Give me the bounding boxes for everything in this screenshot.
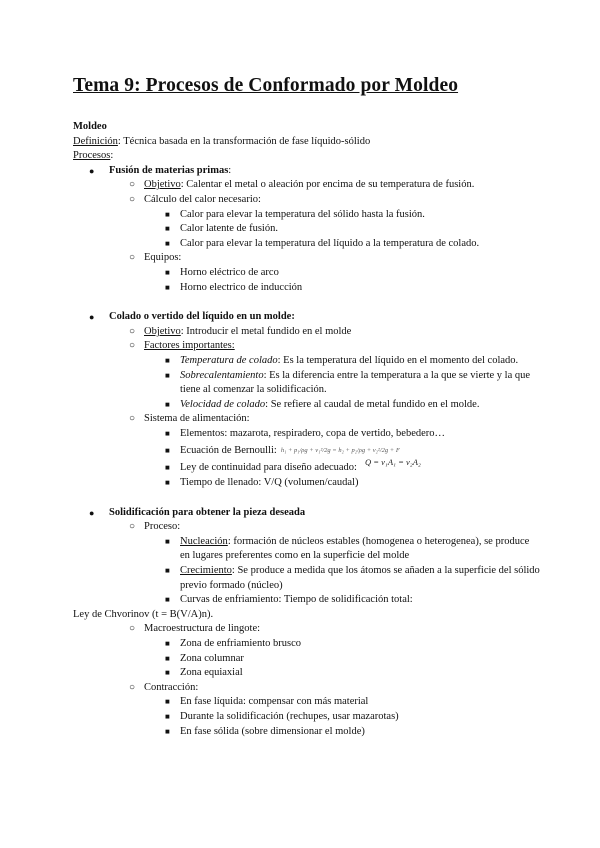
list-item-text: Horno eléctrico de arco [180,266,279,278]
objetivo-label: Objetivo [144,179,181,191]
list-item [73,208,540,223]
list-item-proceso [73,520,540,535]
bullet-circle-icon: ○ [129,325,136,337]
list-item-fusion [73,164,540,179]
list-item [73,652,540,667]
continuity-formula: Q = v₁A₁ = v₂A₂ [364,457,421,468]
list-item-velocidad [73,398,540,413]
bullet-square-icon: ■ [165,370,170,380]
list-item-factores [73,339,540,354]
contraccion-text: Contracción: [144,681,199,693]
list-item-text: Calor para elevar la temperatura del líquido a la temperatura de colado. [180,237,480,249]
list-item-text: Curvas de enfriamiento: Tiempo de solidificación total: [180,594,413,606]
factores-text: Factores importantes: [144,340,235,352]
definition-text: : Técnica basada en la transformación de fase líquido-sólido [117,135,371,147]
list-item-crecimiento [73,564,540,593]
list-item-curvas [73,593,540,608]
objetivo-label: Objetivo [144,325,181,337]
list-item-text: Ecuación de Bernoulli: [180,445,277,457]
list-item [73,427,540,442]
list-item [73,476,540,491]
bullet-circle-icon: ○ [129,413,136,425]
objetivo-text: : Introducir el metal fundido en el molde [180,325,352,337]
list-item [73,710,540,725]
list-item-text: Tiempo de llenado: V/Q (volumen/caudal) [180,477,359,489]
term-velocidad: Velocidad de colado [180,398,266,410]
list-item-text: Horno electrico de inducción [180,281,303,293]
list-item-colado [73,310,540,325]
term-definition: : Se produce a medida que los átomos se añaden a la superficie del sólido previo formado (núcleo) [180,565,540,591]
page-title: Tema 9: Procesos de Conformado por Moldeo [73,75,459,96]
bullet-square-icon: ■ [165,653,170,663]
bullet-square-icon: ■ [165,355,170,365]
term-definition: : Es la temperatura del líquido en el momento del colado. [277,354,519,366]
bullet-square-icon: ■ [165,238,170,248]
bullet-square-icon: ■ [165,697,170,707]
bullet-square-icon: ■ [165,566,170,576]
solidificacion-title: Solidificación para obtener la pieza deseada [109,506,306,518]
bullet-square-icon: ■ [165,463,170,473]
bullet-square-icon: ■ [165,428,170,438]
term-definition: : formación de núcleos estables (homogenea o heterogenea), se produce en lugares preferentes como en la superficie del molde [180,535,530,562]
bullet-circle-icon: ○ [129,193,136,205]
procesos-label: Procesos [73,150,111,162]
list-item-text: Calor para elevar la temperatura del sólido hasta la fusión. [180,208,425,220]
list-item-bernoulli [73,441,540,461]
list-item-objetivo-2 [73,325,540,340]
list-item-equipos [73,251,540,266]
list-item-text: En fase sólida (sobre dimensionar el molde) [180,725,365,737]
bullet-square-icon: ■ [165,267,170,277]
term-temperatura: Temperatura de colado [180,354,278,366]
list-item-text: Durante la solidificación (rechupes, usar mazarotas) [180,710,399,722]
bullet-square-icon: ■ [165,536,170,546]
bullet-square-icon: ■ [165,711,170,721]
term-sobrecalentamiento: Sobrecalentamiento [180,369,264,381]
list-item-text: Ley de continuidad para diseño adecuado: [180,462,357,474]
list-item-contraccion [73,681,540,696]
list-item-text: Zona de enfriamiento brusco [180,638,301,649]
list-item [73,637,540,652]
list-item-solidificacion [73,506,540,521]
bullet-circle-icon: ○ [129,252,136,264]
list-item [73,666,540,681]
bullet-square-icon: ■ [165,209,170,219]
bullet-square-icon: ■ [165,478,170,488]
fusion-colon: : [228,164,232,176]
bullet-square-icon: ■ [165,726,170,736]
bullet-square-icon: ■ [165,595,170,605]
bullet-disc-icon: ● [89,312,95,323]
bullet-circle-icon: ○ [129,623,136,635]
bullet-square-icon: ■ [165,446,170,456]
spacer [73,491,540,506]
list-item-sistema [73,412,540,427]
list-item-text: Calor latente de fusión. [180,223,278,235]
list-item [73,222,540,237]
list-item [73,237,540,252]
list-item-objetivo [73,178,540,193]
list-item [73,281,540,296]
bullet-disc-icon: ● [89,507,95,518]
bullet-circle-icon: ○ [129,521,136,533]
bullet-circle-icon: ○ [129,179,136,191]
proceso-text: Proceso: [144,521,181,533]
colado-title: Colado o vertido del líquido en un molde: [109,311,295,323]
bernoulli-formula: h₁ + p₁/ρg + v₁²/2g = h₂ + p₂/ρg + v₂²/2g + F [280,447,400,455]
term-nucleacion: Nucleación [180,535,228,547]
bullet-square-icon: ■ [165,282,170,292]
list-item-text: Zona columnar [180,652,244,664]
bullet-circle-icon: ○ [129,681,136,693]
calculo-text: Cálculo del calor necesario: [144,193,261,205]
list-item-nucleacion [73,535,540,564]
list-item [73,695,540,710]
term-definition: : Es la diferencia entre la temperatura a la que se vierte y la que tiene al comenzar la solidificación. [180,369,531,396]
bullet-square-icon: ■ [165,224,170,234]
definition-line [73,135,540,150]
bullet-square-icon: ■ [165,639,170,648]
bullet-square-icon: ■ [165,668,170,678]
procesos-line [73,149,540,164]
procesos-colon: : [110,150,114,162]
macro-text: Macroestructura de lingote: [144,623,261,635]
sistema-text: Sistema de alimentación: [144,413,250,425]
spacer [73,295,540,310]
bullet-square-icon: ■ [165,399,170,409]
list-item-temperatura [73,354,540,369]
list-item-text: Zona equiaxial [180,667,243,679]
list-item-macroestructura [73,622,540,637]
list-item [73,266,540,281]
term-definition: : Se refiere al caudal de metal fundido en el molde. [265,398,480,410]
definition-label: Definición [73,135,118,147]
list-item-text: Elementos: mazarota, respiradero, copa de vertido, bebedero… [180,427,446,439]
bullet-circle-icon: ○ [129,340,136,352]
equipos-text: Equipos: [144,252,182,264]
list-item-text: En fase líquida: compensar con más material [180,696,369,708]
objetivo-text: : Calentar el metal o aleación por encima de su temperatura de fusión. [180,179,475,191]
list-item [73,725,540,740]
list-item-continuidad [73,457,540,476]
chvorinov-line: Ley de Chvorinov (t = B(V/A)n). [73,608,214,620]
fusion-title: Fusión de materias primas [109,164,229,176]
list-item-calculo [73,193,540,208]
list-item-sobrecalentamiento [73,369,540,398]
section-heading-moldeo: Moldeo [73,121,107,132]
term-crecimiento: Crecimiento [180,565,232,577]
bullet-disc-icon: ● [89,165,95,176]
